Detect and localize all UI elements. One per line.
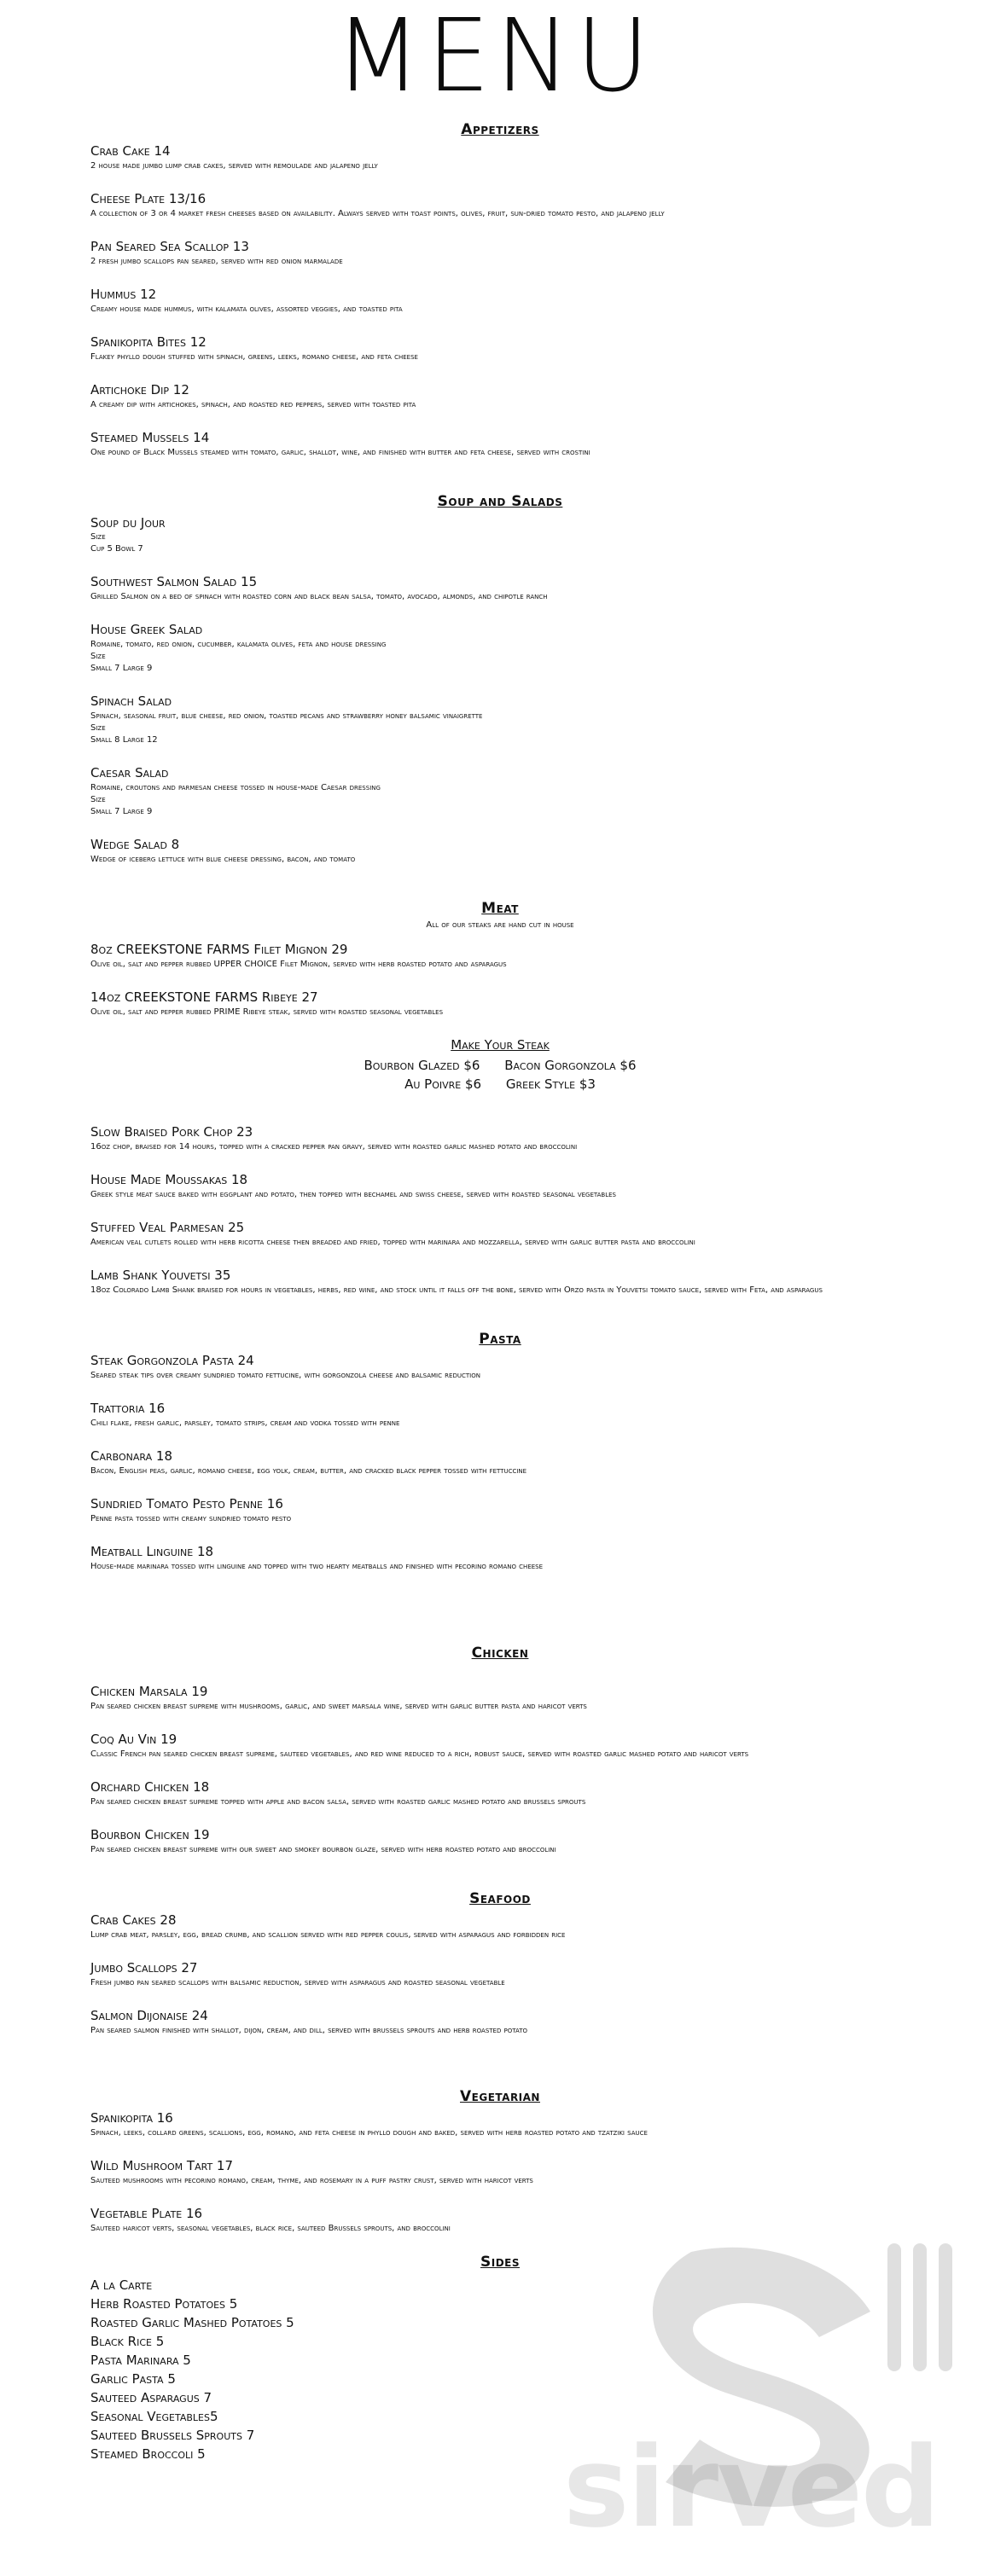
menu-item-size-line: Small 7 Large 9 (90, 807, 153, 816)
steak-options-row-2 (90, 1075, 910, 1094)
menu-item (90, 334, 910, 363)
menu-item-name: Steak Gorgonzola Pasta 24 (90, 1353, 254, 1368)
side-item: Herb Roasted Potatoes 5 (90, 2296, 238, 2312)
menu-item-name: Caesar Salad (90, 765, 169, 780)
menu-item-description: Pan seared salmon finished with shallot, dijon, cream, and dill, served with brussels sprouts and herb roasted potato (90, 2026, 528, 2035)
menu-item (90, 1268, 910, 1297)
menu-item-name: Spanikopita 16 (90, 2110, 173, 2126)
menu-item (90, 622, 910, 675)
menu-item-description: Spinach, seasonal fruit, blue cheese, red onion, toasted pecans and strawberry honey balsamic vinaigrette (90, 711, 483, 721)
section-soups (90, 493, 910, 866)
menu-item (90, 765, 910, 818)
menu-item (90, 1912, 910, 1941)
menu-item-name: Crab Cakes 28 (90, 1912, 177, 1928)
menu-item-description: Grilled Salmon on a bed of spinach with roasted corn and black bean salsa, tomato, avocado, almonds, and chipotle ranch (90, 592, 548, 601)
menu-item-name: 14oz CREEKSTONE FARMS Ribeye 27 (90, 989, 318, 1005)
menu-item-name: Chicken Marsala 19 (90, 1684, 208, 1699)
menu-item-name: Crab Cake 14 (90, 143, 171, 159)
menu-item-size-line: Cup 5 Bowl 7 (90, 544, 143, 554)
side-item: A la Carte (90, 2277, 153, 2293)
menu-item (90, 2206, 910, 2235)
vegetarian-list (90, 2110, 910, 2235)
menu-item (90, 430, 910, 459)
menu-item-description: Fresh jumbo pan seared scallops with balsamic reduction, served with asparagus and roasted seasonal vegetable (90, 1978, 505, 1987)
menu-item-size-line: Size (90, 723, 106, 733)
menu-item-description: Bacon, English peas, garlic, romano cheese, egg yolk, cream, butter, and cracked black pepper tossed with fettuccine (90, 1466, 527, 1476)
menu-item-description: One pound of Black Mussels steamed with tomato, garlic, shallot, wine, and finished with butter and feta cheese, served with crostini (90, 448, 590, 457)
steak-option: Bourbon Glazed $6 (364, 1058, 480, 1073)
menu-item (90, 1172, 910, 1201)
side-item: Garlic Pasta 5 (90, 2371, 176, 2387)
menu-item-name: Spinach Salad (90, 693, 172, 709)
side-item: Sauteed Brussels Sprouts 7 (90, 2428, 255, 2443)
steak-option: Bacon Gorgonzola $6 (504, 1058, 637, 1073)
section-vegetarian (90, 2088, 910, 2235)
menu-item-name: Wild Mushroom Tart 17 (90, 2158, 234, 2173)
menu-item (90, 239, 910, 268)
menu-item-size-line: Small 8 Large 12 (90, 735, 158, 745)
menu-item-size-line: Size (90, 652, 106, 661)
menu-item-description: 16oz chop, braised for 14 hours, topped with a cracked pepper pan gravy, served with roasted garlic mashed potato and broccolini (90, 1142, 578, 1152)
menu-item-name: Bourbon Chicken 19 (90, 1827, 210, 1842)
menu-item-description: Creamy house made hummus, with kalamata olives, assorted veggies, and toasted pita (90, 305, 403, 314)
menu-item (90, 1496, 910, 1525)
menu-item-size-line: Size (90, 795, 106, 804)
section-chicken (90, 1645, 910, 1856)
menu-item-name: House Made Moussakas 18 (90, 1172, 248, 1187)
side-item: Sauteed Asparagus 7 (90, 2390, 212, 2405)
menu-item-description: Pan seared chicken breast supreme with mushrooms, garlic, and sweet marsala wine, served with garlic butter pasta and haricot verts (90, 1702, 587, 1711)
side-item: Black Rice 5 (90, 2334, 165, 2349)
menu-item (90, 1353, 910, 1382)
section-title-soups: Soup and Salads (437, 493, 563, 510)
chicken-list (90, 1684, 910, 1856)
menu-item-name: Coq Au Vin 19 (90, 1732, 177, 1747)
appetizers-list (90, 143, 910, 459)
section-title-meat: Meat (481, 900, 519, 917)
menu-item (90, 287, 910, 316)
section-title-appetizers: Appetizers (461, 121, 539, 138)
menu-item-description: Spinach, leeks, collard greens, scallions, egg, romano, and feta cheese in phyllo dough and baked, served with herb roasted potato and tzatziki sauce (90, 2128, 648, 2138)
menu-item-description: Chili flake, fresh garlic, parsley, tomato strips, cream and vodka tossed with penne (90, 1419, 400, 1428)
menu-item-name: Sundried Tomato Pesto Penne 16 (90, 1496, 283, 1511)
menu-item-description: Olive oil, salt and pepper rubbed UPPER CHOICE Filet Mignon, served with herb roasted potato and asparagus (90, 960, 507, 969)
menu-item-name: Carbonara 18 (90, 1448, 172, 1464)
menu-item (90, 382, 910, 411)
menu-item-description: Greek style meat sauce baked with eggplant and potato, then topped with bechamel and swiss cheese, served with roasted seasonal vegetables (90, 1190, 616, 1199)
menu-item (90, 1401, 910, 1430)
section-seafood (90, 1890, 910, 2037)
menu-item-description: 2 house made jumbo lump crab cakes, served with remoulade and jalapeno jelly (90, 161, 378, 171)
menu-item (90, 1827, 910, 1856)
menu-item-name: Artichoke Dip 12 (90, 382, 189, 397)
meat-note: All of our steaks are hand cut in house (426, 920, 574, 930)
menu-item-name: Pan Seared Sea Scallop 13 (90, 239, 249, 254)
menu-item (90, 1684, 910, 1713)
page-title: MENU (334, 0, 654, 114)
menu-item (90, 143, 910, 172)
menu-item-name: Lamb Shank Youvetsi 35 (90, 1268, 231, 1283)
seafood-list (90, 1912, 910, 2037)
menu-item (90, 989, 910, 1018)
side-item: Seasonal Vegetables5 (90, 2409, 218, 2424)
menu-item (90, 1732, 910, 1761)
menu-item-description: Seared steak tips over creamy sundried tomato fettucine, with gorgonzola cheese and balsamic reduction (90, 1371, 480, 1380)
menu-item-name: Steamed Mussels 14 (90, 430, 210, 445)
menu-item (90, 1960, 910, 1989)
menu-content (90, 121, 910, 2498)
spacer (90, 2071, 910, 2088)
menu-item-description: Penne pasta tossed with creamy sundried tomato pesto (90, 1514, 292, 1523)
menu-item (90, 2110, 910, 2139)
menu-item (90, 1779, 910, 1808)
watermark-text: sirved (563, 2422, 940, 2552)
steak-option: Greek Style $3 (505, 1076, 596, 1092)
section-title-chicken: Chicken (471, 1645, 529, 1662)
make-your-steak-heading: Make Your Steak (451, 1037, 550, 1053)
side-item: Roasted Garlic Mashed Potatoes 5 (90, 2315, 294, 2330)
menu-item-name: House Greek Salad (90, 622, 203, 637)
menu-item-name: Trattoria 16 (90, 1401, 166, 1416)
menu-item-description: Olive oil, salt and pepper rubbed PRIME Ribeye steak, served with roasted seasonal vegetables (90, 1007, 444, 1017)
menu-item-name: Wedge Salad 8 (90, 837, 180, 852)
steak-options-row-1 (90, 1056, 910, 1075)
side-item: Pasta Marinara 5 (90, 2353, 191, 2368)
menu-item-name: Orchard Chicken 18 (90, 1779, 210, 1795)
menu-item-description: Pan seared chicken breast supreme with our sweet and smokey bourbon glaze, served with herb roasted potato and broccolini (90, 1845, 556, 1854)
menu-item-description: Wedge of iceberg lettuce with blue cheese dressing, bacon, and tomato (90, 855, 356, 864)
section-meat (90, 900, 910, 1297)
meat-list (90, 1124, 910, 1297)
menu-item-description: A collection of 3 or 4 market fresh cheeses based on availability. Always served with toast points, olives, fruit, sun-dried tomato pesto, and jalapeno jelly (90, 209, 665, 218)
menu-item-name: Cheese Plate 13/16 (90, 191, 207, 206)
menu-item-name: Jumbo Scallops 27 (90, 1960, 198, 1976)
menu-item-description: American veal cutlets rolled with herb ricotta cheese then breaded and fried, topped with marinara and mozzarella, served with garlic butter pasta and broccolini (90, 1238, 695, 1247)
menu-item (90, 515, 910, 555)
steak-options (90, 1056, 910, 1094)
side-item: Steamed Broccoli 5 (90, 2446, 206, 2462)
menu-item (90, 1448, 910, 1477)
menu-item-name: Stuffed Veal Parmesan 25 (90, 1220, 245, 1235)
menu-item-name: Southwest Salmon Salad 15 (90, 574, 258, 589)
steak-option: Au Poivre $6 (404, 1076, 482, 1092)
menu-item (90, 693, 910, 746)
menu-item-description: Sauteed haricot verts, seasonal vegetables, black rice, sauteed Brussels sprouts, and broccolini (90, 2224, 451, 2233)
menu-item-description: Flakey phyllo dough stuffed with spinach, greens, leeks, romano cheese, and feta cheese (90, 352, 418, 362)
menu-item-name: Vegetable Plate 16 (90, 2206, 203, 2221)
section-title-vegetarian: Vegetarian (460, 2088, 540, 2105)
section-title-pasta: Pasta (479, 1331, 521, 1348)
soups-list (90, 515, 910, 866)
section-pasta (90, 1331, 910, 1573)
menu-item-description: Sauteed mushrooms with pecorino romano, cream, thyme, and rosemary in a puff pastry crust, served with haricot verts (90, 2176, 533, 2185)
menu-item-description: Romaine, tomato, red onion, cucumber, kalamata olives, feta and house dressing (90, 640, 387, 649)
steaks-list (90, 942, 910, 1018)
menu-item-size-line: Small 7 Large 9 (90, 664, 153, 673)
menu-item (90, 1544, 910, 1573)
spacer (90, 1607, 910, 1645)
menu-item-description: Romaine, croutons and parmesan cheese tossed in house-made Caesar dressing (90, 783, 381, 792)
section-appetizers (90, 121, 910, 459)
menu-item (90, 837, 910, 866)
menu-item-name: 8oz CREEKSTONE FARMS Filet Mignon 29 (90, 942, 348, 957)
menu-item-description: A creamy dip with artichokes, spinach, and roasted red peppers, served with toasted pita (90, 400, 416, 409)
menu-item-description: 2 fresh jumbo scallops pan seared, served with red onion marmalade (90, 257, 343, 266)
menu-item-description: 18oz Colorado Lamb Shank braised for hours in vegetables, herbs, red wine, and stock until it falls off the bone, served with Orzo pasta in Youvetsi tomato sauce, served with Feta, and asparagus (90, 1285, 823, 1295)
menu-item-name: Slow Braised Pork Chop 23 (90, 1124, 253, 1140)
menu-item (90, 574, 910, 603)
menu-item-name: Soup du Jour (90, 515, 166, 531)
menu-item-description: Classic French pan seared chicken breast supreme, sauteed vegetables, and red wine reduced to a rich, robust sauce, served with roasted garlic mashed potato and haricot verts (90, 1749, 749, 1759)
menu-item (90, 1124, 910, 1153)
menu-item-name: Hummus 12 (90, 287, 157, 302)
menu-item-size-line: Size (90, 532, 106, 542)
menu-item-name: Spanikopita Bites 12 (90, 334, 207, 350)
pasta-list (90, 1353, 910, 1573)
menu-item-description: House-made marinara tossed with linguine and topped with two hearty meatballs and finished with pecorino romano cheese (90, 1562, 544, 1571)
menu-item-description: Pan seared chicken breast supreme topped with apple and bacon salsa, served with roasted garlic mashed potato and brussels sprouts (90, 1797, 586, 1807)
menu-item-name: Meatball Linguine 18 (90, 1544, 214, 1559)
section-title-sides: Sides (480, 2254, 520, 2271)
section-title-seafood: Seafood (469, 1890, 531, 1907)
menu-item (90, 1220, 910, 1249)
menu-item (90, 191, 910, 220)
menu-item (90, 942, 910, 971)
menu-item-name: Salmon Dijonaise 24 (90, 2008, 208, 2023)
menu-item (90, 2008, 910, 2037)
menu-item (90, 2158, 910, 2187)
menu-item-description: Lump crab meat, parsley, egg, bread crumb, and scallion served with red pepper coulis, served with asparagus and forbidden rice (90, 1930, 566, 1940)
